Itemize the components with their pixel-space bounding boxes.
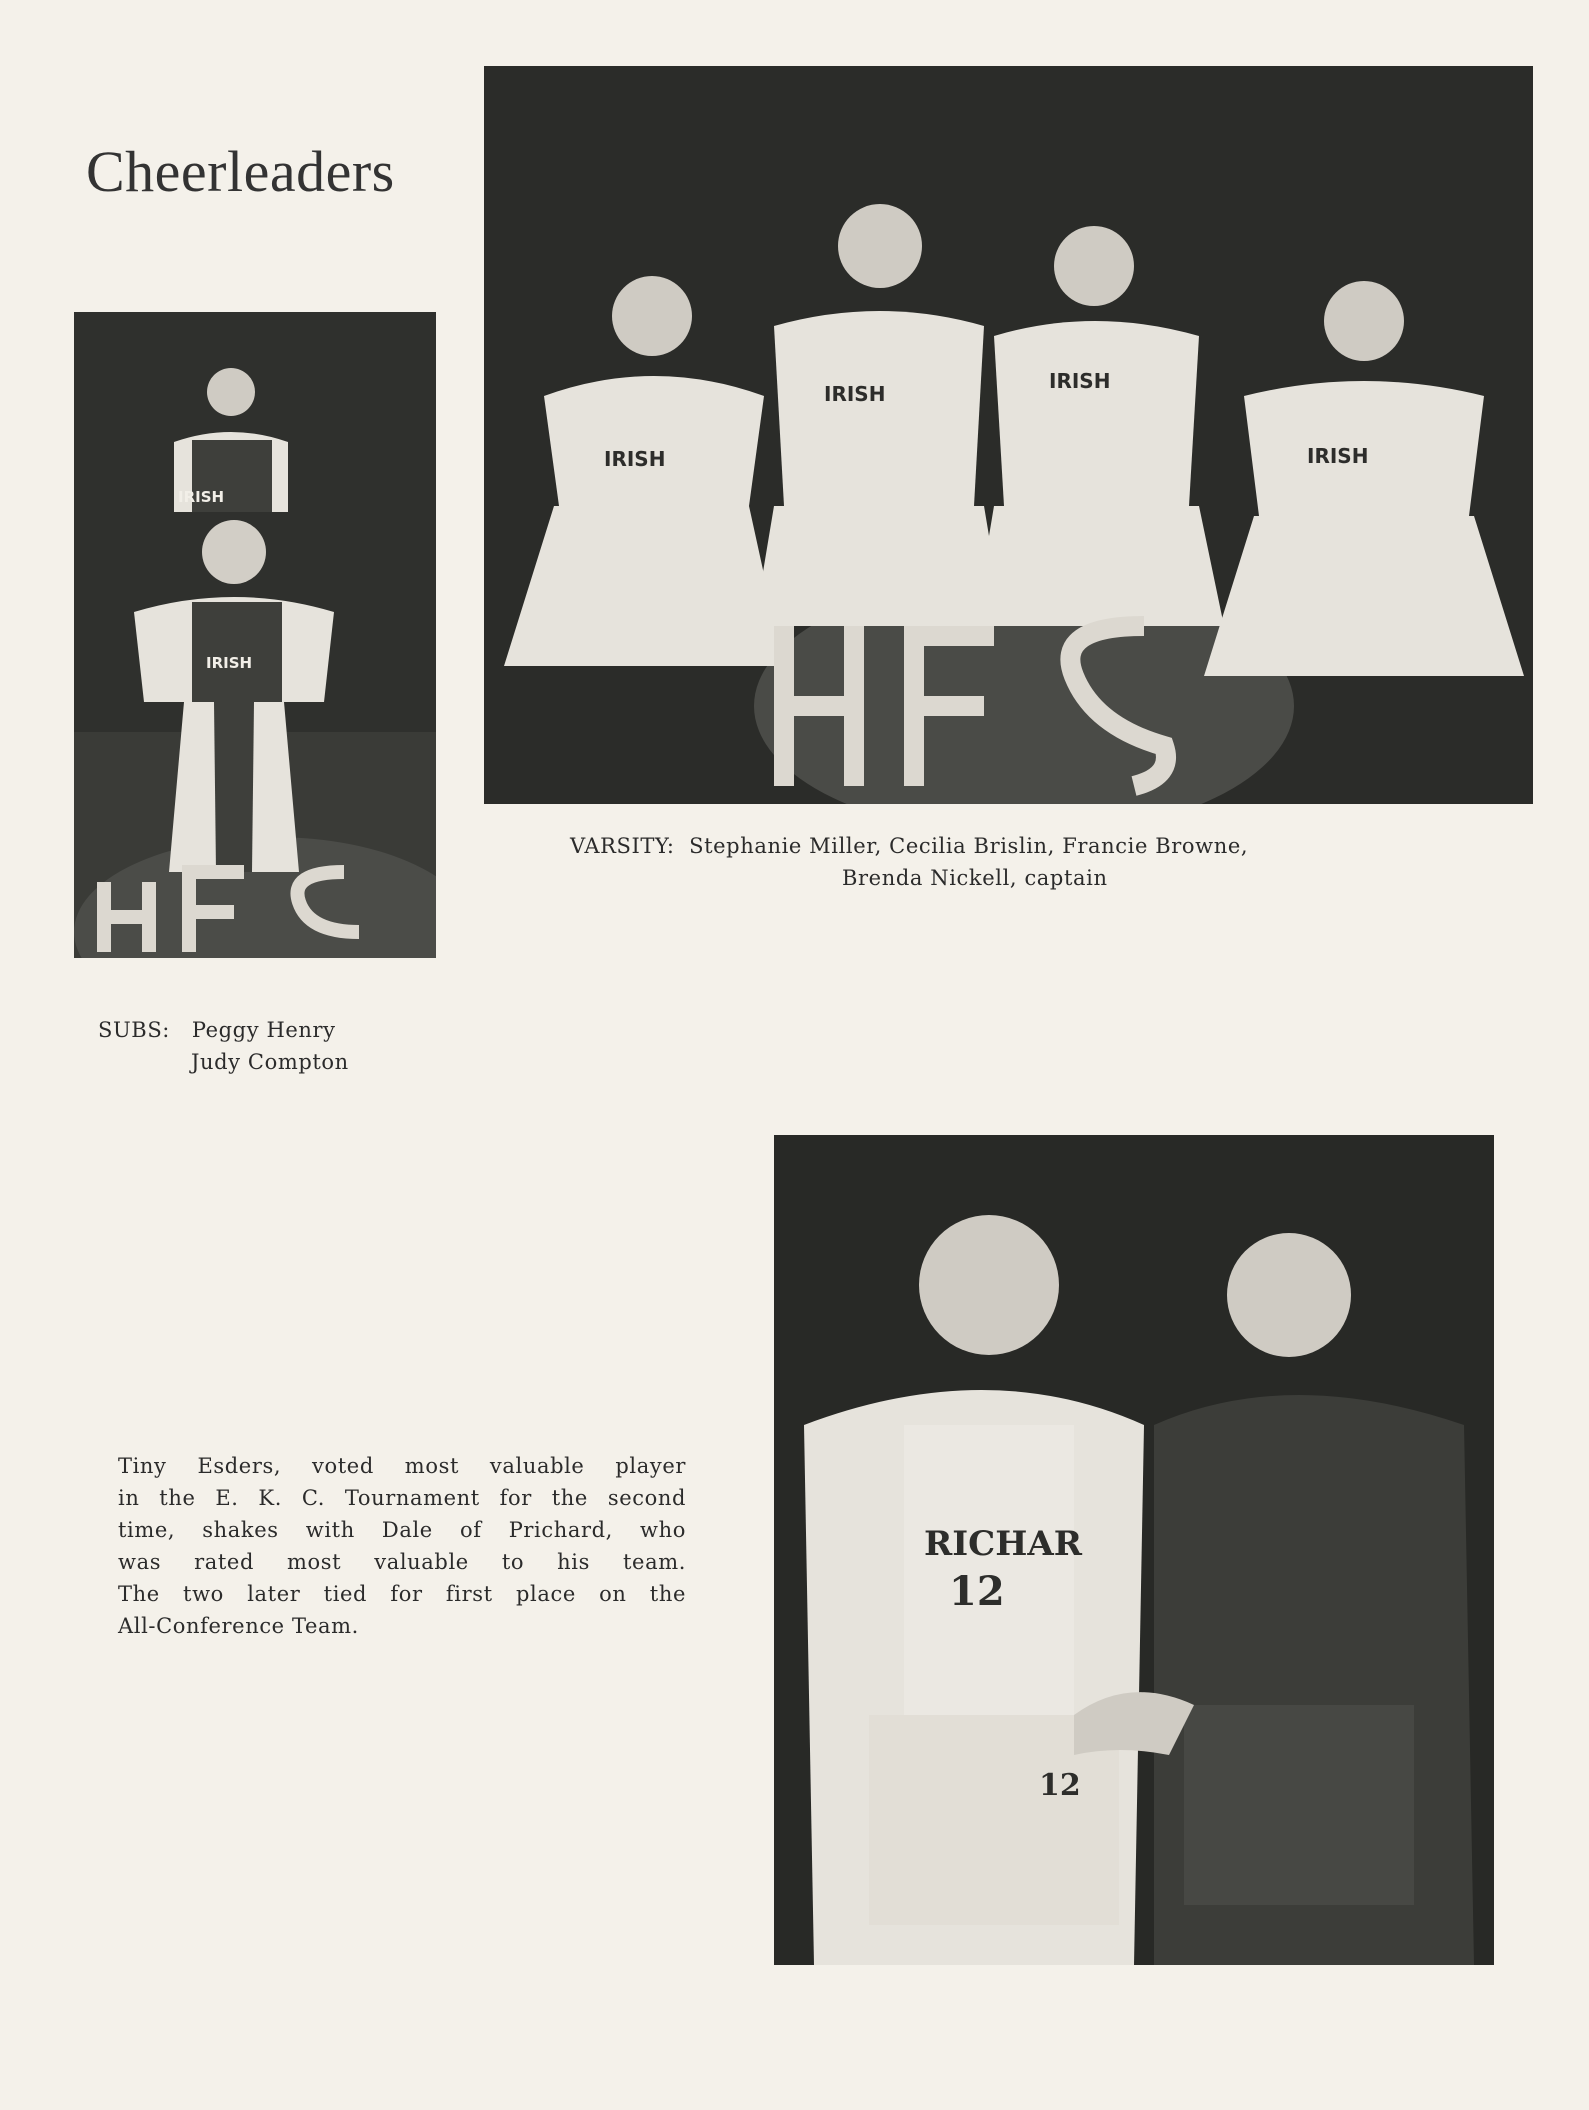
award-caption bbox=[118, 1450, 686, 1642]
subs-name-1: Peggy Henry bbox=[191, 1018, 336, 1042]
subs-name-2: Judy Compton bbox=[191, 1050, 349, 1074]
varsity-caption bbox=[570, 830, 1248, 894]
award-caption-line: was rated most valuable to his team. bbox=[118, 1550, 686, 1574]
award-caption-line: in the E. K. C. Tournament for the second bbox=[118, 1486, 686, 1510]
award-handshake-photo bbox=[774, 1135, 1494, 1965]
award-caption-line: time, shakes with Dale of Prichard, who bbox=[118, 1518, 686, 1542]
award-caption-line: Tiny Esders, voted most valuable player bbox=[118, 1454, 686, 1478]
award-jersey-number: 12 bbox=[949, 1568, 1005, 1615]
award-jersey-text: RICHAR bbox=[924, 1524, 1082, 1564]
varsity-jersey-4-text: IRISH bbox=[1307, 444, 1369, 468]
subs-caption bbox=[98, 1014, 349, 1078]
subs-jersey-bottom-text: IRISH bbox=[206, 654, 253, 672]
varsity-jersey-1-text: IRISH bbox=[604, 447, 666, 471]
subs-cheerleaders-photo bbox=[74, 312, 436, 958]
subs-jersey-top-text: IRISH bbox=[178, 488, 225, 506]
award-caption-line: The two later tied for first place on the bbox=[118, 1582, 686, 1606]
award-caption-line: All-Conference Team. bbox=[118, 1614, 359, 1638]
subs-label: SUBS: bbox=[98, 1018, 170, 1042]
varsity-jersey-3-text: IRISH bbox=[1049, 369, 1111, 393]
varsity-cheerleaders-photo bbox=[484, 66, 1533, 804]
varsity-caption-line-2: Brenda Nickell, captain bbox=[842, 866, 1108, 890]
award-shorts-number: 12 bbox=[1039, 1768, 1081, 1803]
page-title: Cheerleaders bbox=[86, 139, 395, 204]
varsity-jersey-2-text: IRISH bbox=[824, 382, 886, 406]
varsity-caption-line-1: VARSITY: Stephanie Miller, Cecilia Brislin, Francie Browne, bbox=[570, 834, 1249, 858]
